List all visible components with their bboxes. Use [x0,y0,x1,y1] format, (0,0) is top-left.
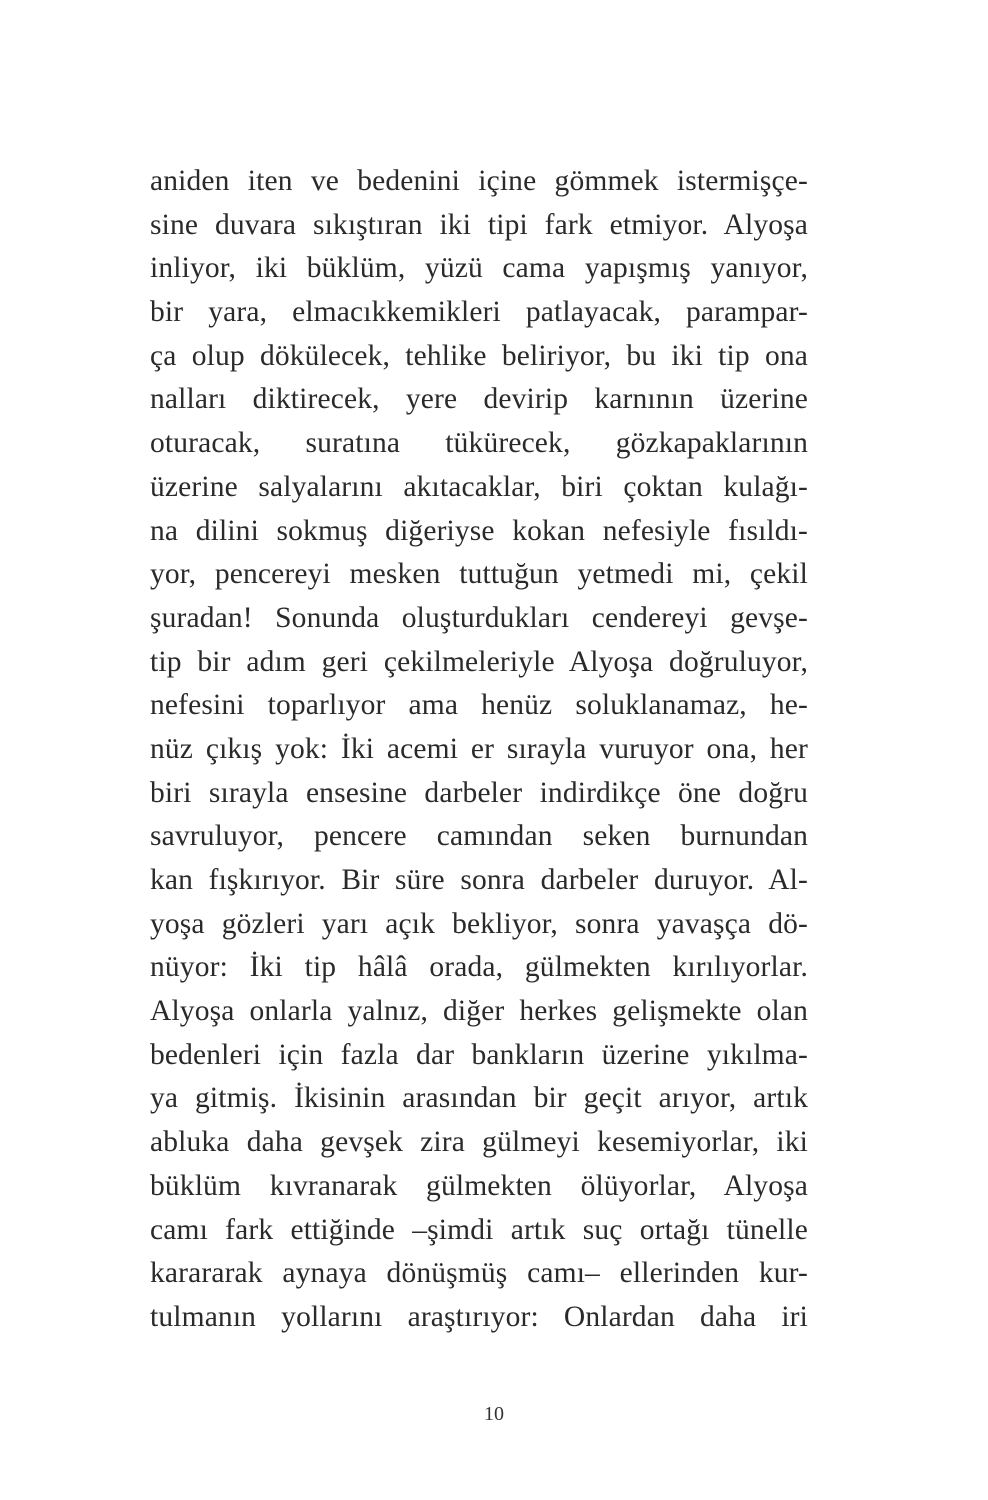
text-line: kan fışkırıyor. Bir süre sonra darbeler duruyor. Al- [150,864,808,896]
text-line: na dilini sokmuş diğeriyse kokan nefesiyle fısıldı- [150,514,808,547]
text-line: karararak aynaya dönüşmüş camı– ellerinden kur- [150,1257,808,1290]
text-line: biri sırayla ensesine darbeler indirdikçe öne doğru [150,776,808,809]
text-line: şuradan! Sonunda oluşturdukları cendereyi gevşe- [150,601,808,634]
text-line: Alyoşa onlarla yalnız, diğer herkes gelişmekte olan [150,995,808,1028]
text-line: abluka daha gevşek zira gülmeyi kesemiyorlar, iki [150,1126,808,1159]
text-line: büklüm kıvranarak gülmekten ölüyorlar, Alyoşa [150,1169,808,1202]
text-line: ya gitmiş. İkisinin arasından bir geçit arıyor, artık [150,1082,808,1115]
text-line: aniden iten ve bedenini içine gömmek istermişçe- [150,165,808,197]
text-line: sine duvara sıkıştıran iki tipi fark etmiyor. Alyoşa [150,208,808,241]
text-line: nalları diktirecek, yere devirip karnının üzerine [150,383,808,416]
text-line: tulmanın yollarını araştırıyor: Onlardan daha iri [150,1300,808,1333]
text-line: ça olup dökülecek, tehlike beliriyor, bu iki tip ona [150,339,808,372]
page-number: 10 [484,1403,504,1425]
text-line: yor, pencereyi mesken tuttuğun yetmedi mi, çekil [150,558,808,591]
text-line: savruluyor, pencere camından seken burnundan [150,820,808,853]
text-line: tip bir adım geri çekilmeleriyle Alyoşa doğruluyor, [150,645,808,678]
text-line: inliyor, iki büklüm, yüzü cama yapışmış yanıyor, [150,252,808,285]
text-line: üzerine salyalarını akıtacaklar, biri çoktan kulağı- [150,470,808,503]
text-line: camı fark ettiğinde –şimdi artık suç ortağı tünelle [150,1213,808,1246]
text-line: oturacak, suratına tükürecek, gözkapaklarının [150,427,808,460]
body-text [150,160,808,1340]
text-line: yoşa gözleri yarı açık bekliyor, sonra yavaşça dö- [150,907,808,940]
text-line: nüz çıkış yok: İki acemi er sırayla vuruyor ona, her [150,732,808,765]
text-line: nüyor: İki tip hâlâ orada, gülmekten kırılıyorlar. [150,951,808,984]
text-line: bedenleri için fazla dar bankların üzerine yıkılma- [150,1038,808,1071]
text-line: bir yara, elmacıkkemikleri patlayacak, parampar- [150,296,808,329]
text-line: nefesini toparlıyor ama henüz soluklanamaz, he- [150,689,808,722]
